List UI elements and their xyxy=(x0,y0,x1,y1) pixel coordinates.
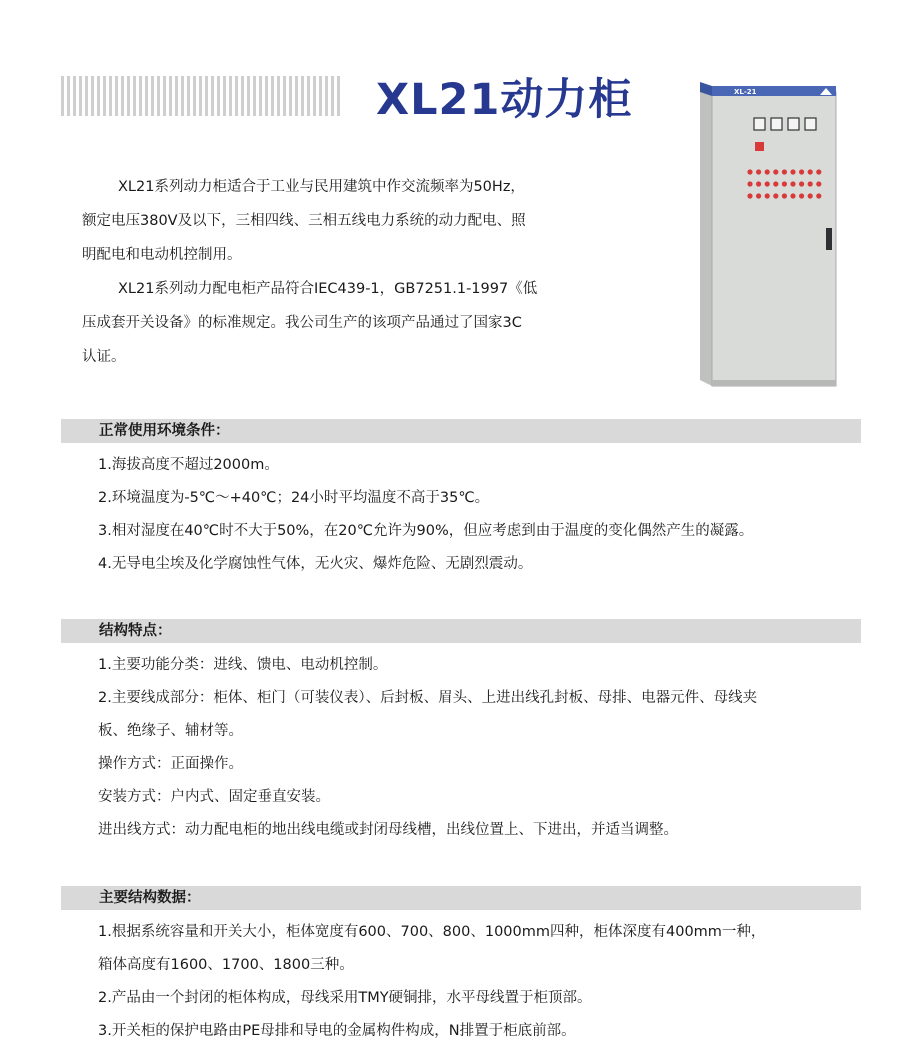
indicator-lamp xyxy=(773,169,778,174)
intro-text xyxy=(82,170,612,374)
indicator-lamp xyxy=(747,169,752,174)
indicator-lamp xyxy=(765,169,770,174)
intro-line: 压成套开关设备》的标准规定。我公司生产的该项产品通过了国家3C xyxy=(82,315,522,331)
section-list-dimensions xyxy=(98,916,868,1048)
indicator-lamp xyxy=(782,193,787,198)
cabinet-emergency-button xyxy=(755,142,764,151)
indicator-lamp xyxy=(808,181,813,186)
list-item: 2.产品由一个封闭的柜体构成，母线采用TMY硬铜排，水平母线置于柜顶部。 xyxy=(98,990,592,1006)
intro-line: 明配电和电动机控制用。 xyxy=(82,247,242,263)
section-list-environment xyxy=(98,449,868,581)
indicator-lamp xyxy=(799,169,804,174)
indicator-lamp xyxy=(765,181,770,186)
list-item: 箱体高度有1600、1700、1800三种。 xyxy=(98,957,354,973)
indicator-lamp xyxy=(816,169,821,174)
list-item: 2.环境温度为-5℃～+40℃；24小时平均温度不高于35℃。 xyxy=(98,490,490,506)
indicator-lamp xyxy=(756,169,761,174)
page-title: XL21动力柜 xyxy=(376,75,633,125)
indicator-lamp xyxy=(773,181,778,186)
cabinet-handle xyxy=(826,228,832,250)
list-item: 安装方式：户内式、固定垂直安装。 xyxy=(98,789,330,805)
indicator-lamp xyxy=(756,193,761,198)
title-decoration-stripes xyxy=(61,76,343,116)
cabinet-top-strip xyxy=(712,86,836,96)
list-item: 3.相对湿度在40℃时不大于50%，在20℃允许为90%，但应考虑到由于温度的变化偶然产生的凝露。 xyxy=(98,523,754,539)
list-item: 3.开关柜的保护电路由PE母排和导电的金属构件构成，N排置于柜底前部。 xyxy=(98,1023,576,1039)
indicator-lamp xyxy=(756,181,761,186)
section-list-structure xyxy=(98,649,868,847)
indicator-lamp xyxy=(782,169,787,174)
indicator-lamp xyxy=(816,181,821,186)
indicator-lamp xyxy=(765,193,770,198)
cabinet-side xyxy=(700,88,712,386)
indicator-lamp xyxy=(782,181,787,186)
cabinet-image xyxy=(700,80,850,390)
list-item: 2.主要线成部分：柜体、柜门（可装仪表）、后封板、眉头、上进出线孔封板、母排、电器元件、母线夹 xyxy=(98,690,758,706)
indicator-lamp xyxy=(799,193,804,198)
indicator-lamp xyxy=(808,169,813,174)
intro-line: XL21系列动力柜适合于工业与民用建筑中作交流频率为50Hz， xyxy=(118,179,525,195)
indicator-lamp xyxy=(790,181,795,186)
list-item: 1.海拔高度不超过2000m。 xyxy=(98,457,279,473)
section-header-environment: 正常使用环境条件： xyxy=(61,419,861,443)
list-item: 板、绝缘子、辅材等。 xyxy=(98,723,243,739)
section-header-structure: 结构特点： xyxy=(61,619,861,643)
intro-line: 认证。 xyxy=(82,349,126,365)
list-item: 1.主要功能分类：进线、馈电、电动机控制。 xyxy=(98,657,388,673)
cabinet-indicators xyxy=(747,169,821,198)
indicator-lamp xyxy=(816,193,821,198)
indicator-lamp xyxy=(790,169,795,174)
intro-line: XL21系列动力配电柜产品符合IEC439-1，GB7251.1-1997《低 xyxy=(118,281,538,297)
cabinet-front xyxy=(712,92,836,386)
indicator-lamp xyxy=(799,181,804,186)
list-item: 1.根据系统容量和开关大小，柜体宽度有600、700、800、1000mm四种，柜体深度有400mm一种， xyxy=(98,924,766,940)
section-header-dimensions: 主要结构数据： xyxy=(61,886,861,910)
list-item: 操作方式：正面操作。 xyxy=(98,756,243,772)
indicator-lamp xyxy=(773,193,778,198)
indicator-lamp xyxy=(747,181,752,186)
indicator-lamp xyxy=(808,193,813,198)
cabinet-label: XL-21 xyxy=(734,88,757,96)
intro-line: 额定电压380V及以下，三相四线、三相五线电力系统的动力配电、照 xyxy=(82,213,526,229)
list-item: 4.无导电尘埃及化学腐蚀性气体，无火灾、爆炸危险、无剧烈震动。 xyxy=(98,556,533,572)
indicator-lamp xyxy=(747,193,752,198)
list-item: 进出线方式：动力配电柜的地出线电缆或封闭母线槽，出线位置上、下进出，并适当调整。 xyxy=(98,822,678,838)
indicator-lamp xyxy=(790,193,795,198)
